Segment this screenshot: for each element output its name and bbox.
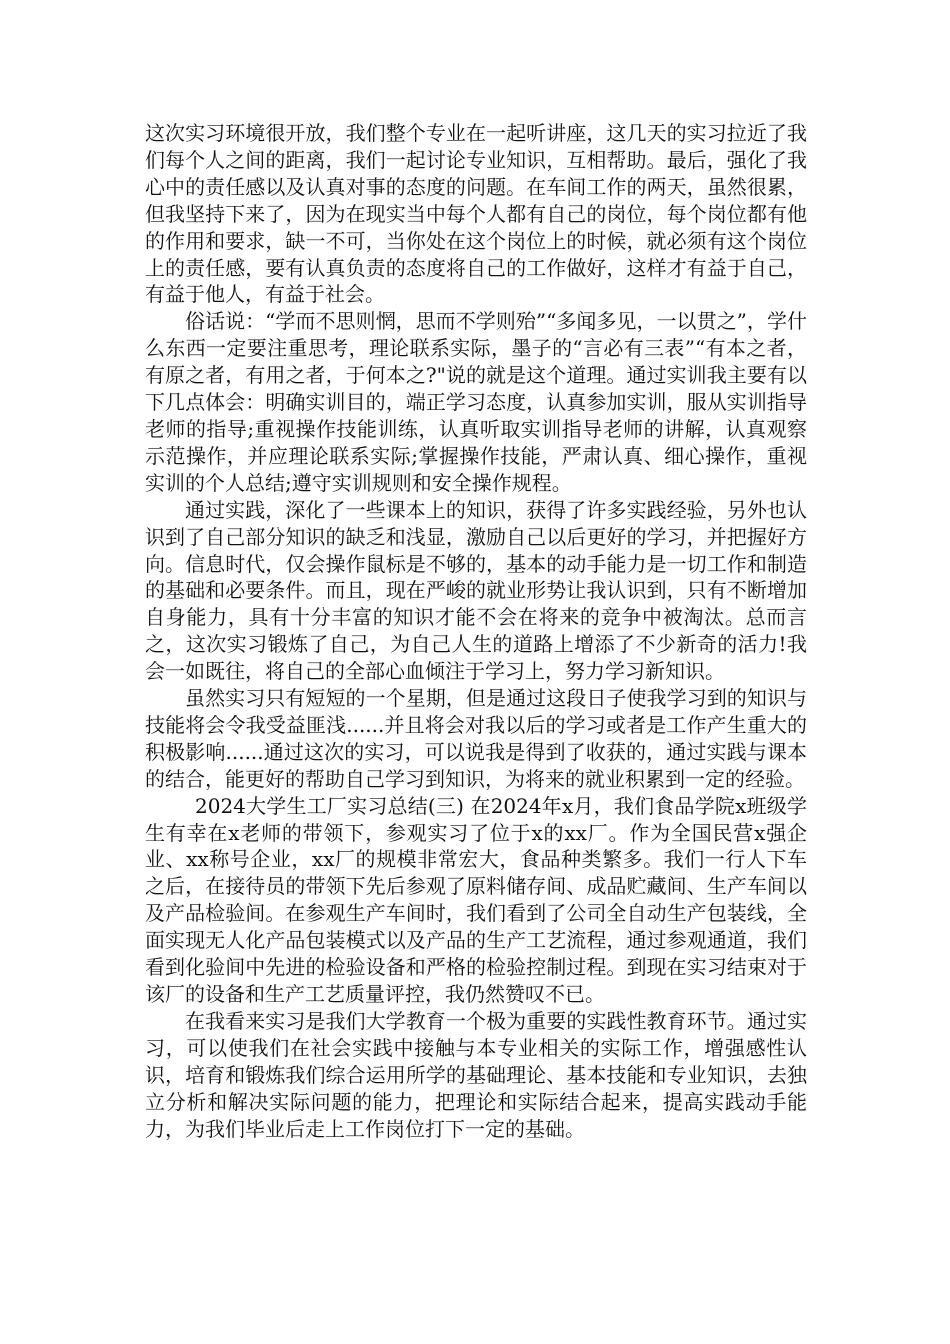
paragraph-factory-visit: 2024大学生工厂实习总结(三) 在2024年x月，我们食品学院x班级学生有幸在x老师的带领下，参观实习了位于x的xx厂。作为全国民营x强企业、xx称号企业，xx厂的规模非常宏大，食品种类繁多。我们一行人下车之后，在接待员的带领下先后参观了原料储存间、成品贮藏间、生产车间以及产品检验间。在参观生产车间时，我们看到了公司全自动生产包装线，全面实现无人化产品包装模式以及产品的生产工艺流程，通过参观通道，我们看到化验间中先进的检验设备和严格的检验控制过程。到现在实习结束对于该厂的设备和生产工艺质量评控，我仍然赞叹不已。 xyxy=(145,793,807,1006)
document-body xyxy=(145,120,807,1142)
paragraph-one-week: 虽然实习只有短短的一个星期，但是通过这段日子使我学习到的知识与技能将会令我受益匪浅......并且将会对我以后的学习或者是工作产生重大的积极影响......通过这次的实习，可以说我是得到了收获的，通过实践与课本的结合，能更好的帮助自己学习到知识，为将来的就业积累到一定的经验。 xyxy=(145,686,807,791)
paragraph-education: 在我看来实习是我们大学教育一个极为重要的实践性教育环节。通过实习，可以使我们在社会实践中接触与本专业相关的实际工作，增强感性认识，培育和锻炼我们综合运用所学的基础理论、基本技能和专业知识，去独立分析和解决实际问题的能力，把理论和实际结合起来，提高实践动手能力，为我们毕业后走上工作岗位打下一定的基础。 xyxy=(145,1008,807,1141)
paragraph-proverb: 俗话说：“学而不思则惘，思而不学则殆”“多闻多见，一以贯之”，学什么东西一定要注重思考，理论联系实际，墨子的“言必有三表”“有本之者，有原之者，有用之者，于何本之?"说的就是这个道理。通过实训我主要有以下几点体会：明确实训目的，端正学习态度，认真参加实训，服从实训指导老师的指导;重视操作技能训练，认真听取实训指导老师的讲解，认真观察示范操作，并应理论联系实际;掌握操作技能，严肃认真、细心操作，重视实训的个人总结;遵守实训规则和安全操作规程。 xyxy=(145,309,807,495)
paragraph-practice: 通过实践，深化了一些课本上的知识，获得了许多实践经验，另外也认识到了自己部分知识的缺乏和浅显，激励自己以后更好的学习，并把握好方向。信息时代，仅会操作鼠标是不够的，基本的动手能力是一切工作和制造的基础和必要条件。而且，现在严峻的就业形势让我认识到，只有不断增加自身能力，具有十分丰富的知识才能不会在将来的竞争中被淘汰。总而言之，这次实习锻炼了自己，为自己人生的道路上增添了不少新奇的活力!我会一如既往，将自己的全部心血倾注于学习上，努力学习新知识。 xyxy=(145,497,807,684)
paragraph-responsibility: 这次实习环境很开放，我们整个专业在一起听讲座，这几天的实习拉近了我们每个人之间的距离，我们一起讨论专业知识，互相帮助。最后，强化了我心中的责任感以及认真对事的态度的问题。在车间工作的两天，虽然很累，但我坚持下来了，因为在现实当中每个人都有自己的岗位，每个岗位都有他的作用和要求，缺一不可，当你处在这个岗位上的时候，就必须有这个岗位上的责任感，要有认真负责的态度将自己的工作做好，这样才有益于自己，有益于他人，有益于社会。 xyxy=(145,121,807,307)
